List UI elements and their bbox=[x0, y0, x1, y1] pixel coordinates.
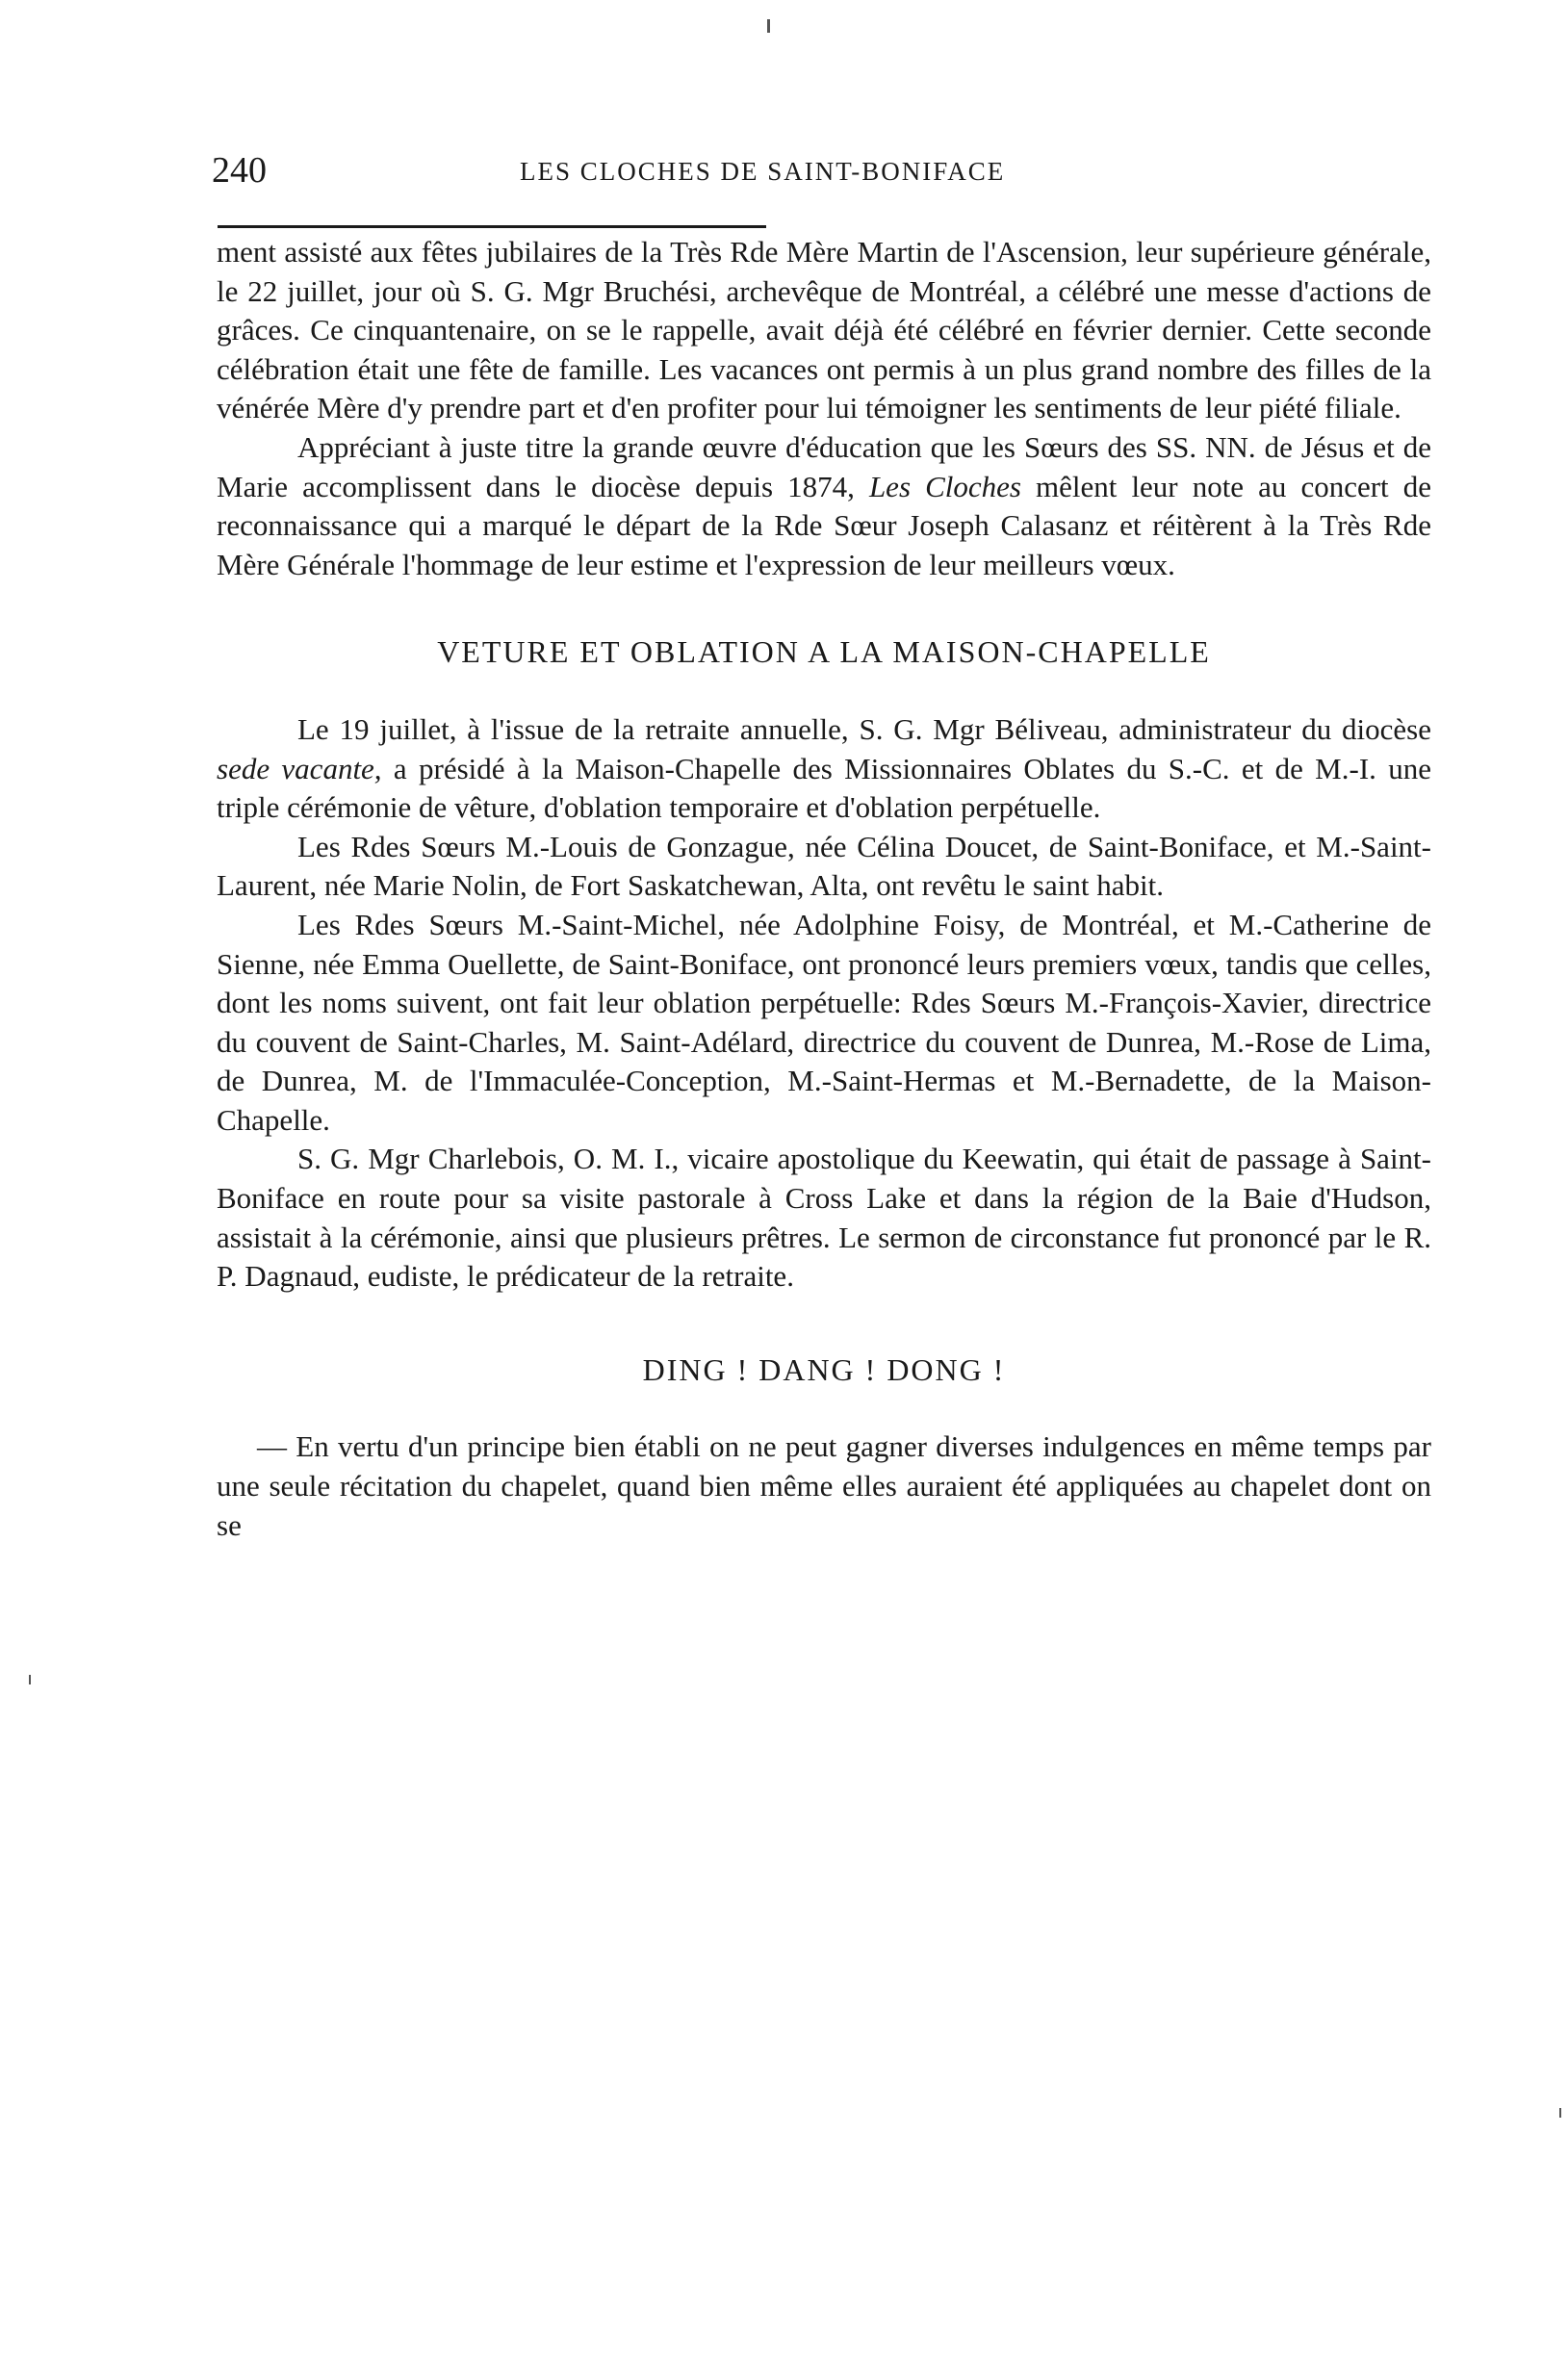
section-title-ding-dang-dong: DING ! DANG ! DONG ! bbox=[642, 1351, 1006, 1387]
paragraph-indulgences: — En vertu d'un principe bien établi on ne peut gagner diverses indulgences en même temps par une seule récitation du chapelet, quand bien même elles auraient été appliquées au chapelet dont on se bbox=[217, 1429, 1431, 1542]
section-title-veture: VETURE ET OBLATION A LA MAISON-CHAPELLE bbox=[437, 634, 1211, 670]
header-rule bbox=[218, 225, 766, 228]
paragraph-ceremony bbox=[217, 710, 1431, 828]
paragraph-charlebois: S. G. Mgr Charlebois, O. M. I., vicaire apostolique du Keewatin, qui était de passage à Saint-Boniface en route pour sa visite pastorale à Cross Lake et dans la région de la Baie d'Hudson, assistait à la cérémonie, ainsi que plusieurs prêtres. Le sermon de circonstance fut prononcé par le R. P. Dagnaud, eudiste, le prédicateur de la retraite. bbox=[217, 1142, 1431, 1294]
paragraph-ceremony-end: a présidé à la Maison-Chapelle des Missionnaires Oblates du S.-C. et de M.-I. une triple cérémonie de vêture, d'oblation temporaire et d'oblation perpétuelle. bbox=[217, 751, 1431, 825]
paragraph-appreciation bbox=[217, 428, 1431, 584]
scan-speck bbox=[767, 19, 770, 33]
scan-speck bbox=[29, 1675, 31, 1684]
scan-speck bbox=[1559, 2108, 1561, 2118]
page-number: 240 bbox=[212, 150, 267, 191]
paragraph-vows: Les Rdes Sœurs M.-Saint-Michel, née Adolphine Foisy, de Montréal, et M.-Catherine de Sienne, née Emma Ouellette, de Saint-Boniface, ont prononcé leurs premiers vœux, tandis que celles, dont les noms suivent, ont fait leur oblation perpétuelle: Rdes Sœurs M.-François-Xavier, directrice du couvent de Saint-Charles, M. Saint-Adélard, directrice du couvent de Dunrea, M.-Rose de Lima, de Dunrea, M. de l'Immaculée-Conception, M.-Saint-Hermas et M.-Bernadette, de la Maison-Chapelle. bbox=[217, 907, 1431, 1137]
running-head bbox=[212, 149, 1434, 207]
paragraph-habit: Les Rdes Sœurs M.-Louis de Gonzague, née Célina Doucet, de Saint-Boniface, et M.-Saint-Laurent, née Marie Nolin, de Fort Saskatchewan, Alta, ont revêtu le saint habit. bbox=[217, 829, 1431, 903]
paragraph-ceremony-start: Le 19 juillet, à l'issue de la retraite annuelle, S. G. Mgr Béliveau, administrateur du diocèse bbox=[297, 711, 1431, 746]
paragraph-appreciation-end: mêlent leur note au concert de reconnaissance qui a marqué le départ de la Rde Sœur Joseph Calasanz et réitèrent à la Très Rde Mère Générale l'hommage de leur estime et l'expression de leur meilleurs vœux. bbox=[217, 469, 1431, 581]
page-body bbox=[217, 233, 1431, 1545]
paragraph-jubilee: ment assisté aux fêtes jubilaires de la Très Rde Mère Martin de l'Ascension, leur supérieure générale, le 22 juillet, jour où S. G. Mgr Bruchési, archevêque de Montréal, a célébré une messe d'actions de grâces. Ce cinquantenaire, on se le rappelle, avait déjà été célébré en février dernier. Cette seconde célébration était une fête de famille. Les vacances ont permis à un plus grand nombre des filles de la vénérée Mère d'y prendre part et d'en profiter pour lui témoigner les sentiments de leur piété filiale. bbox=[217, 235, 1431, 425]
running-title: LES CLOCHES DE SAINT-BONIFACE bbox=[520, 157, 1006, 186]
sede-vacante-italic: sede vacante, bbox=[217, 751, 382, 785]
journal-title-italic: Les Cloches bbox=[868, 469, 1021, 503]
paragraph-appreciation-start: Appréciant à juste titre la grande œuvre d'éducation que les Sœurs des SS. NN. de Jésus et de Marie accomplissent dans le diocèse depuis 1874, bbox=[217, 429, 1431, 503]
